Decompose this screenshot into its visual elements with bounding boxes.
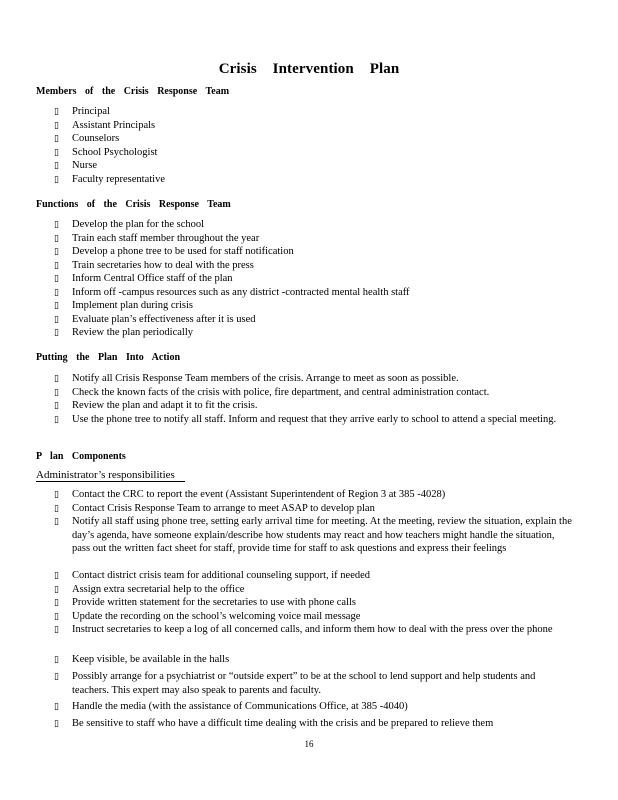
- bullet-icon: ▯: [54, 119, 59, 130]
- section-heading-functions: Functions of the Crisis Response Team: [36, 199, 231, 210]
- bullet-icon: ▯: [54, 386, 59, 397]
- bullet-icon: ▯: [54, 583, 59, 594]
- section-heading-action: Putting the Plan Into Action: [36, 352, 181, 363]
- bullet-icon: ▯: [54, 286, 59, 297]
- bullet-icon: ▯: [54, 313, 59, 324]
- page-number: 16: [304, 739, 314, 749]
- bullet-icon: ▯: [54, 400, 59, 410]
- bullet-icon: ▯: [54, 106, 59, 116]
- bullet-icon: ▯: [54, 654, 59, 664]
- section-heading-members: Members of the Crisis Response Team: [36, 86, 230, 97]
- page-title: Crisis Intervention Plan: [218, 61, 400, 77]
- bullet-icon: ▯: [54, 327, 59, 337]
- bullet-icon: ▯: [54, 259, 59, 270]
- bullet-icon: ▯: [54, 489, 59, 499]
- bullet-icon: ▯: [54, 718, 59, 728]
- bullet-icon: ▯: [54, 146, 59, 157]
- bullet-icon: ▯: [54, 413, 59, 424]
- bullet-icon: ▯: [54, 219, 59, 229]
- bullet-icon: ▯: [54, 133, 59, 143]
- bullet-icon: ▯: [54, 597, 59, 607]
- bullet-icon: ▯: [54, 232, 59, 243]
- bullet-icon: ▯: [54, 624, 59, 634]
- bullet-icon: ▯: [54, 516, 59, 526]
- document-page: Crisis Intervention Plan Members of the Crisis Response Team ▯ Principal ▯ Assistant Principals ▯ Counselors ▯ School Psychologist ▯ Nurse ▯ Faculty representative Functions of the Crisis Response Team ▯ Develop the plan for the school ▯ Train each staff member throughout the year ▯ Develop a phone tree to be used for staff notification ▯ Train secretaries how to deal with the press ▯ Inform Central Office staff of the plan ▯ Inform off -campus resources such as any district -contracted mental health staff ▯ Implement plan during crisis ▯ Evaluate plan’s effectiveness after it is used ▯ Review the plan periodically Putting the Plan Into Action ▯ Notify all Crisis Response Team members of the crisis. Arrange to meet as soon as possible. ▯ Check the known facts of the crisis with police, fire department, and central administration contact. ▯ Review the plan and adapt it to fit the crisis. ▯ Use the phone tree to notify all staff. Inform and request that they arrive early to school to attend a special meeting. P lan Components Administrator’s responsibilities ▯ Contact the CRC to report the event (Assistant Superintendent of Region 3 at 385 -4028) ▯ Contact Crisis Response Team to arrange to meet ASAP to develop plan ▯ Notify all staff using phone tree, setting early arrival time for meeting. At the meeting, review the situation, explain the day’s agenda, have someone explain/describe how students may react and how teachers might handle the situation, pass out the written fact sheet for staff, provide time for staff to ask questions and express their feelings ▯ Contact district crisis team for additional counseling support, if needed ▯ Assign extra secretarial help to the office ▯ Provide written statement for the secretaries to use with phone calls ▯ Update the recording on the school’s welcoming voice mail message ▯ Instruct secretaries to keep a log of all concerned calls, and inform them how to deal with the press over the phone ▯ Keep visible, be available in the halls ▯ Possibly arrange for a psychiatrist or “outside expert” to be at the school to lend support and help students and teachers. This expert may also speak to parents and faculty. ▯ Handle the media (with the assistance of Communications Office, at 385 -4040) ▯ Be sensitive to staff who have a difficult time dealing with the crisis and be prepared to relieve them 16: [0, 0, 618, 800]
- section-heading-plan-components: P lan Components: [36, 451, 126, 462]
- bullet-icon: ▯: [54, 502, 59, 513]
- bullet-icon: ▯: [54, 173, 59, 184]
- bullet-icon: ▯: [54, 160, 59, 170]
- bullet-icon: ▯: [54, 300, 59, 310]
- bullet-icon: ▯: [54, 273, 59, 283]
- bullet-icon: ▯: [54, 671, 59, 681]
- bullet-icon: ▯: [54, 701, 59, 711]
- bullet-icon: ▯: [54, 373, 59, 383]
- bullet-icon: ▯: [54, 570, 59, 580]
- subheading-administrator-responsibilities: Administrator’s responsibilities: [36, 469, 185, 482]
- bullet-icon: ▯: [54, 246, 59, 256]
- bullet-icon: ▯: [54, 610, 59, 621]
